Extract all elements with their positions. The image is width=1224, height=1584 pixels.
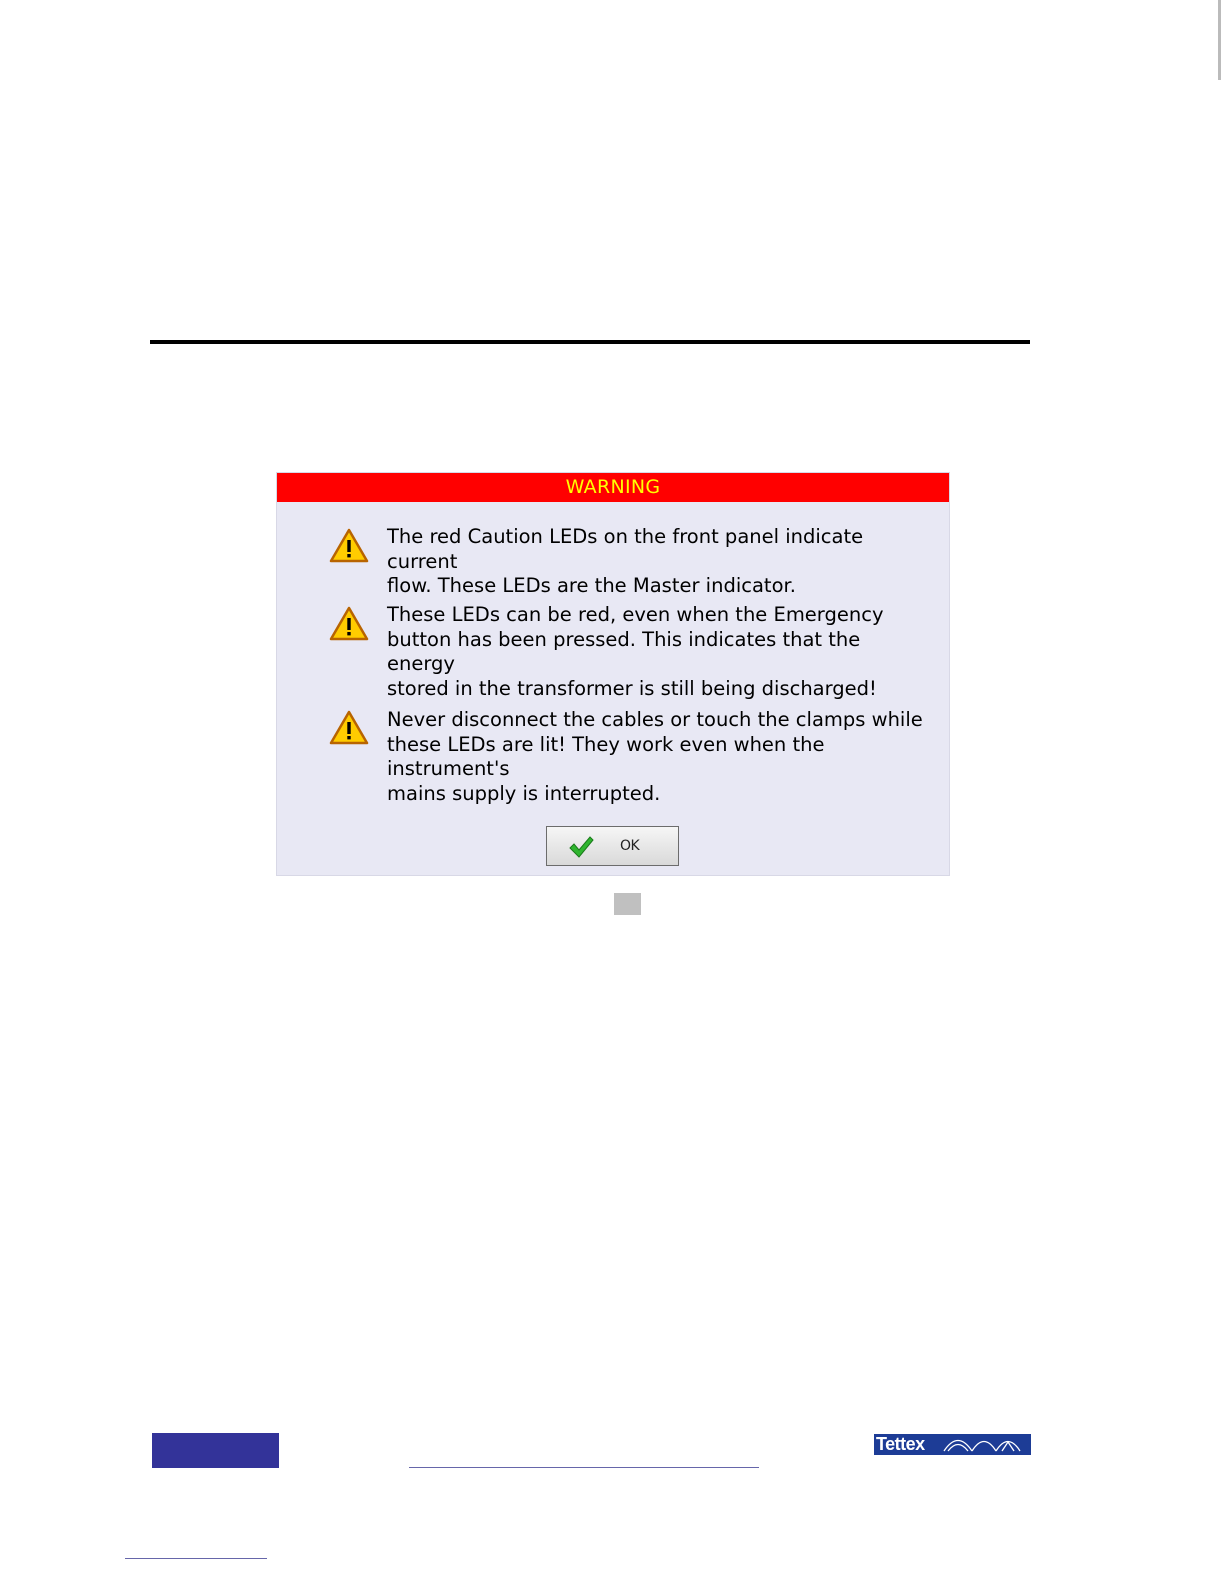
company-logo: [874, 1434, 1031, 1455]
footer-underline: [409, 1467, 759, 1468]
message-line: mains supply is interrupted.: [387, 781, 661, 805]
message-line: stored in the transformer is still being discharged!: [387, 676, 877, 700]
logo-text: Tettex: [876, 1434, 925, 1454]
warning-message-text: [387, 603, 932, 701]
message-line: button has been pressed. This indicates that the energy: [387, 627, 861, 675]
message-line: these LEDs are lit! They work even when the instrument's: [387, 732, 825, 780]
logo-wave-icon: [942, 1436, 1028, 1453]
warning-message-text: [387, 525, 932, 599]
ok-button[interactable]: [546, 826, 679, 866]
ok-button-label: OK: [620, 838, 640, 854]
footer-color-block: [152, 1433, 279, 1468]
message-line: The red Caution LEDs on the front panel indicate current: [387, 525, 864, 573]
warning-icon: [329, 606, 369, 642]
message-line: flow. These LEDs are the Master indicator.: [387, 574, 796, 597]
warning-icon: [329, 710, 369, 746]
warning-dialog: [276, 472, 950, 876]
checkmark-icon: [568, 834, 594, 860]
warning-icon: [329, 528, 369, 564]
header-rule: [150, 340, 1030, 344]
placeholder-block: [614, 893, 641, 915]
edge-mark: [1218, 0, 1221, 80]
bottom-underline: [125, 1558, 267, 1559]
warning-message-text: [387, 708, 932, 806]
message-line: Never disconnect the cables or touch the clamps while: [387, 708, 923, 731]
dialog-title: WARNING: [277, 473, 949, 502]
message-line: These LEDs can be red, even when the Emergency: [387, 603, 884, 626]
